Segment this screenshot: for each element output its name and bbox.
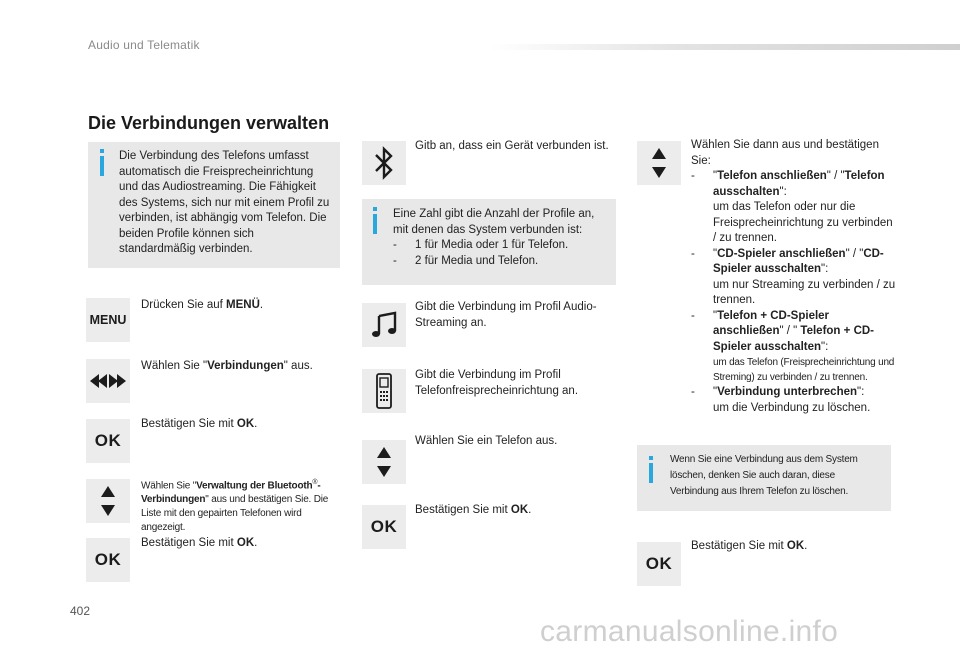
- menu-label: MENU: [89, 313, 127, 327]
- info-box-left: [88, 142, 340, 268]
- step-menu-text: Drücken Sie auf MENÜ.: [141, 299, 264, 311]
- watermark: carmanualsonline.info: [540, 615, 839, 648]
- confirm-text-middle: Bestätigen Sie mit OK.: [415, 504, 532, 516]
- info-text-left: Die Verbindung des Telefons umfasst automatisch die Freisprecheinrichtung und das Audiostreaming. Die Fähigkeit des Systems, sich nur mit einem Profil zu verbinden, ist abhängig vom Telefon. Die beiden Profile können sich standardmäßig verbinden.: [119, 150, 330, 255]
- bluetooth-text: Gitb an, dass ein Gerät verbunden ist.: [415, 140, 609, 152]
- bluetooth-icon: [362, 141, 406, 185]
- list-item: - "Telefon + CD-Spieler anschließen" / " Telefon + CD-Spieler ausschalten": um das Telefon (Freisprecheinrichtung und Streming) zu verbinden / zu trennen.: [691, 309, 895, 383]
- list-item: - "Verbindung unterbrechen": um die Verbindung zu löschen.: [691, 386, 871, 414]
- music-note-icon: [362, 303, 406, 347]
- seek-buttons-icon: [86, 359, 130, 403]
- audio-profile-text: Gibt die Verbindung im Profil Audio-Streaming an.: [415, 301, 597, 329]
- step-connections-text: Wählen Sie "Verbindungen" aus.: [141, 360, 313, 372]
- list-item: - "Telefon anschließen" / "Telefon ausschalten": um das Telefon oder nur die Freisprecheinrichtung zu verbinden / zu trennen.: [691, 170, 893, 244]
- ok-button-icon: OK: [637, 542, 681, 586]
- confirm-text-right: Bestätigen Sie mit OK.: [691, 540, 808, 552]
- menu-button-icon: [86, 298, 130, 342]
- updown-arrows-icon: [86, 479, 130, 523]
- select-phone-text: Wählen Sie ein Telefon aus.: [415, 435, 558, 447]
- updown-arrows-icon: [637, 141, 681, 185]
- options-list: [691, 138, 896, 416]
- phone-icon: [362, 369, 406, 413]
- page-title: Die Verbindungen verwalten: [88, 113, 330, 133]
- info-box-middle: [362, 199, 616, 285]
- list-item: - 2 für Media und Telefon.: [393, 254, 539, 267]
- ok-button-icon: OK: [86, 419, 130, 463]
- step-bluetooth-text: Wählen Sie "Verwaltung der Bluetooth®-Verbindungen" aus und bestätigen Sie. Die Liste mit den gepairten Telefonen wird angezeigt.: [141, 479, 329, 534]
- info-text-right: Wenn Sie eine Verbindung aus dem System löschen, denken Sie auch daran, diese Verbindung aus Ihrem Telefon zu löschen.: [670, 454, 858, 497]
- options-intro: Wählen Sie dann aus und bestätigen Sie:: [691, 139, 879, 167]
- ok-button-icon: OK: [86, 538, 130, 582]
- info-text-middle: Eine Zahl gibt die Anzahl der Profile an, mit denen das System verbunden ist:: [393, 208, 595, 236]
- phone-profile-text: Gibt die Verbindung im Profil Telefonfreisprecheinrichtung an.: [415, 369, 579, 397]
- step-ok-text-2: Bestätigen Sie mit OK.: [141, 537, 258, 549]
- section-header: Audio und Telematik: [88, 38, 200, 52]
- step-ok-text-1: Bestätigen Sie mit OK.: [141, 418, 258, 430]
- ok-button-icon: OK: [362, 505, 406, 549]
- list-item: - 1 für Media oder 1 für Telefon.: [393, 239, 569, 251]
- info-icon: [649, 463, 653, 483]
- updown-arrows-icon: [362, 440, 406, 484]
- page-number: 402: [70, 604, 91, 618]
- info-icon: [100, 156, 104, 176]
- info-icon: [373, 214, 377, 234]
- seek-arrows-icon: [90, 374, 126, 388]
- info-box-right: [637, 445, 891, 511]
- list-item: - "CD-Spieler anschließen" / "CD-Spieler ausschalten": um nur Streaming zu verbinden / zu trennen.: [691, 247, 896, 306]
- header-bar: [490, 44, 960, 50]
